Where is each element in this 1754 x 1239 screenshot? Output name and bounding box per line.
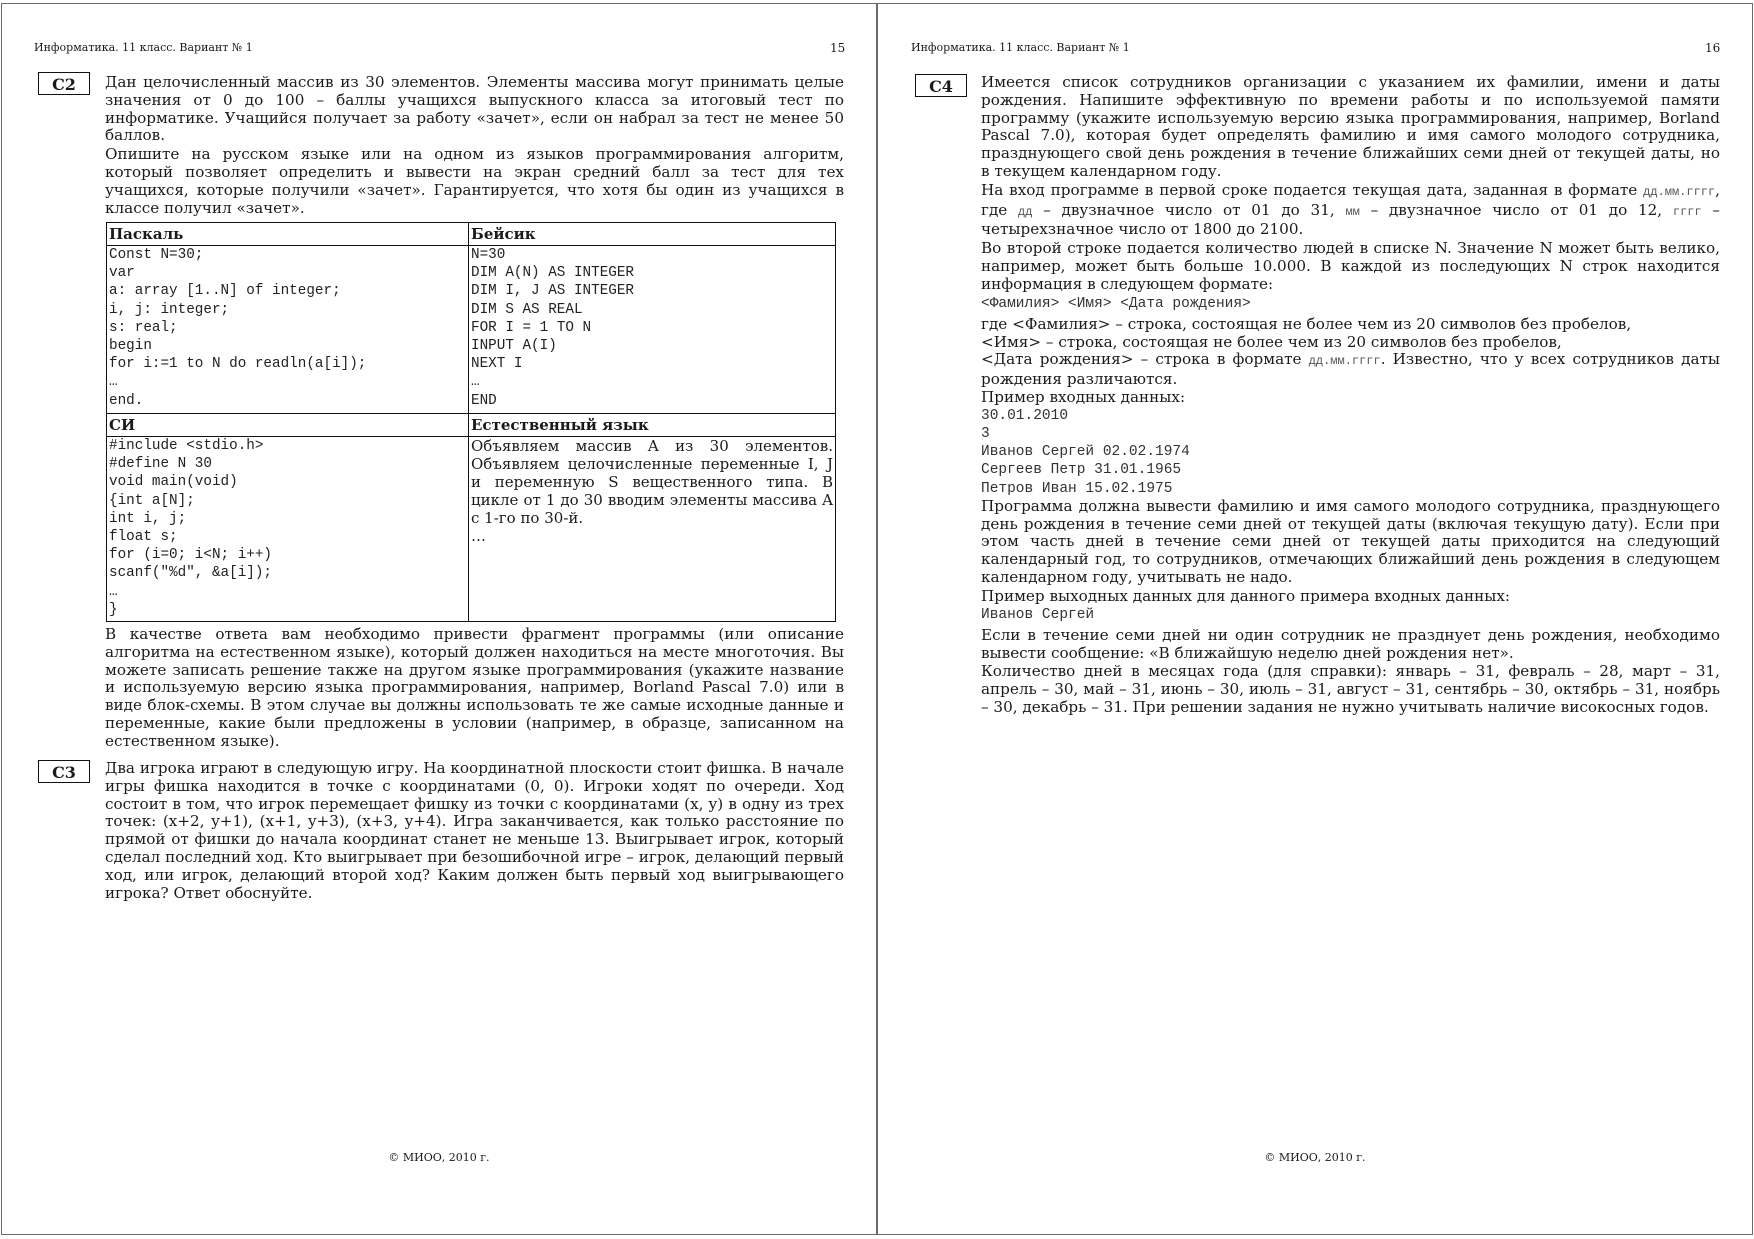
c4-p2-text-a: На вход программе в первой сроке подается текущая дата, заданная в формате bbox=[981, 180, 1638, 199]
c4-paragraph-5: Если в течение семи дней ни один сотрудник не празднует день рождения, необходимо вывести сообщение: «В ближайшую неделю дней рождения нет». bbox=[981, 625, 1720, 662]
task-tag-c4: C4 bbox=[915, 74, 967, 97]
c2-paragraph-2: Опишите на русском языке или на одном из языков программирования алгоритм, который позволяет определить и вывести на экран средний балл за тест для тех учащихся, которые получили «зачет». Гарантируется, что хотя бы один из учащихся в классе получил «зачет». bbox=[105, 145, 844, 217]
format-mm: мм bbox=[1345, 204, 1360, 219]
pascal-code: Const N=30; var a: array [1..N] of integer; i, j: integer; s: real; begin for i:=1 to N do readln(a[i]); … end. bbox=[109, 247, 367, 409]
page-number: 16 bbox=[1705, 41, 1721, 55]
c-header: СИ bbox=[107, 414, 469, 437]
c-code: #include <stdio.h> #define N 30 void main(void) {int a[N]; int i, j; float s; for (i=0; i<N; i++) scanf("%d", &a[i]); … } bbox=[109, 438, 273, 618]
c2-instructions: В качестве ответа вам необходимо привести фрагмент программы (или описание алгоритма на естественном языке), который должен находиться на месте многоточия. Вы можете записать решение также на другом языке программирования (укажите название и используемую версию языка программирования, например, Borland Pascal 7.0) или в виде блок-схемы. В этом случае вы должны использовать те же самые исходные данные и переменные, какие были предложены в условии (например, в образце, записанном на естественном языке). bbox=[105, 625, 844, 750]
date-format: дд.мм.гггг bbox=[1643, 184, 1716, 199]
c4-p2-text-e: – четырехзначное число от 1800 до 2100. bbox=[981, 200, 1721, 239]
format-dd: дд bbox=[1018, 204, 1033, 219]
pascal-header: Паскаль bbox=[107, 223, 469, 246]
basic-code: N=30 DIM A(N) AS INTEGER DIM I, J AS INTEGER DIM S AS REAL FOR I = 1 TO N INPUT A(I) NEXT I … END bbox=[471, 247, 635, 409]
def3-text-a: <Дата рождения> – строка в формате bbox=[981, 350, 1302, 369]
definition-surname: где <Фамилия> – строка, состоящая не более чем из 20 символов без пробелов, bbox=[981, 314, 1632, 333]
natural-header: Естественный язык bbox=[469, 414, 836, 437]
definition-name: <Имя> – строка, состоящая не более чем из 20 символов без пробелов, bbox=[981, 332, 1562, 351]
running-head: Информатика. 11 класс. Вариант № 1 bbox=[34, 41, 253, 54]
c4-paragraph-3: Во второй строке подается количество людей в списке N. Значение N может быть велико, например, может быть больше 10.000. В каждой из последующих N строк находится информация в следующем формате: bbox=[981, 239, 1720, 293]
page-number: 15 bbox=[830, 41, 846, 55]
page-16 bbox=[877, 3, 1753, 1235]
task-tag-c2: C2 bbox=[38, 72, 90, 95]
def3-text-b: . Известно, что у всех сотрудников даты рождения различаются. bbox=[981, 350, 1720, 389]
c4-p2-text-c: – двузначное число от 01 до 31, bbox=[1032, 200, 1335, 219]
input-example-label: Пример входных данных: bbox=[981, 387, 1186, 406]
footer-copyright: © МИОО, 2010 г. bbox=[388, 1151, 490, 1164]
task-tag-c3: C3 bbox=[38, 760, 90, 783]
natural-ellipsis: … bbox=[471, 527, 486, 545]
c4-p2-text-d: – двузначное число от 01 до 12, bbox=[1359, 200, 1663, 219]
c4-p2-text-b: , где bbox=[981, 180, 1720, 219]
def3-format: дд.мм.гггг bbox=[1308, 354, 1381, 369]
running-head: Информатика. 11 класс. Вариант № 1 bbox=[911, 41, 1130, 54]
basic-header: Бейсик bbox=[469, 223, 836, 246]
definition-birthdate bbox=[981, 351, 1720, 389]
c4-paragraph-4: Программа должна вывести фамилию и имя самого молодого сотрудника, празднующего день рождения в течение семи дней от текущей даты (включая текущую дату). Если при этом часть дней в течение семи дней от текущей даты приходится на следующий календарный год, то сотрудников, отмечающих ближайший день рождения в следующем календарном году, учитывать не надо. bbox=[981, 496, 1720, 586]
c4-paragraph-1: Имеется список сотрудников организации с указанием их фамилии, имени и даты рождения. Напишите эффективную по времени работы и по используемой памяти программу (укажите используемую версию языка программирования, например, Borland Pascal 7.0), которая будет определять фамилию и имя самого молодого сотрудника, празднующего свой день рождения в течение ближайших семи дней от текущей даты, но в текущем календарном году. bbox=[981, 73, 1720, 180]
natural-language-text: Объявляем массив A из 30 элементов. Объявляем целочисленные переменные I, J и переменную S вещественного типа. В цикле от 1 до 30 вводим элементы массива A с 1-го по 30-й. bbox=[471, 437, 833, 527]
c2-paragraph-1: Дан целочисленный массив из 30 элементов. Элементы массива могут принимать целые значения от 0 до 100 – баллы учащихся выпускного класса за итоговый тест по информатике. Учащийся получает за работу «зачет», если он набрал за тест не менее 50 баллов. bbox=[105, 73, 844, 145]
footer-copyright: © МИОО, 2010 г. bbox=[1264, 1151, 1366, 1164]
task-c3-text: Два игрока играют в следующую игру. На координатной плоскости стоит фишка. В начале игры фишка находится в точке с координатами (0, 0). Игроки ходят по очереди. Ход состоит в том, что игрок перемещает фишку из точки с координатами (x, y) в одну из трех точек: (x+2, y+1), (x+1, y+3), (x+3, y+4). Игра заканчивается, как только расстояние по прямой от фишки до начала координат станет не меньше 13. Выигрывает игрок, который сделал последний ход. Кто выигрывает при безошибочной игре – игрок, делающий первый ход, или игрок, делающий второй ход? Каким должен быть первый ход выигрывающего игрока? Ответ обоснуйте. bbox=[105, 759, 844, 902]
format-yyyy: гггг bbox=[1672, 204, 1702, 219]
task-c4-text bbox=[981, 74, 1720, 718]
record-format: <Фамилия> <Имя> <Дата рождения> bbox=[981, 295, 1251, 312]
code-table bbox=[106, 222, 836, 622]
page-15 bbox=[1, 3, 877, 1235]
input-example: 30.01.2010 3 Иванов Сергей 02.02.1974 Сергеев Петр 31.01.1965 Петров Иван 15.02.1975 bbox=[981, 407, 1190, 497]
output-example-label: Пример выходных данных для данного примера входных данных: bbox=[981, 586, 1511, 605]
c4-paragraph-6: Количество дней в месяцах года (для справки): январь – 31, февраль – 28, март – 31, апрель – 30, май – 31, июнь – 30, июль – 31, август – 31, сентябрь – 30, октябрь – 31, ноябрь – 30, декабрь – 31. При решении задания не нужно учитывать наличие високосных годов. bbox=[981, 662, 1720, 716]
output-example: Иванов Сергей bbox=[981, 606, 1095, 623]
c4-paragraph-2 bbox=[981, 182, 1720, 239]
task-c2-text bbox=[105, 74, 844, 218]
